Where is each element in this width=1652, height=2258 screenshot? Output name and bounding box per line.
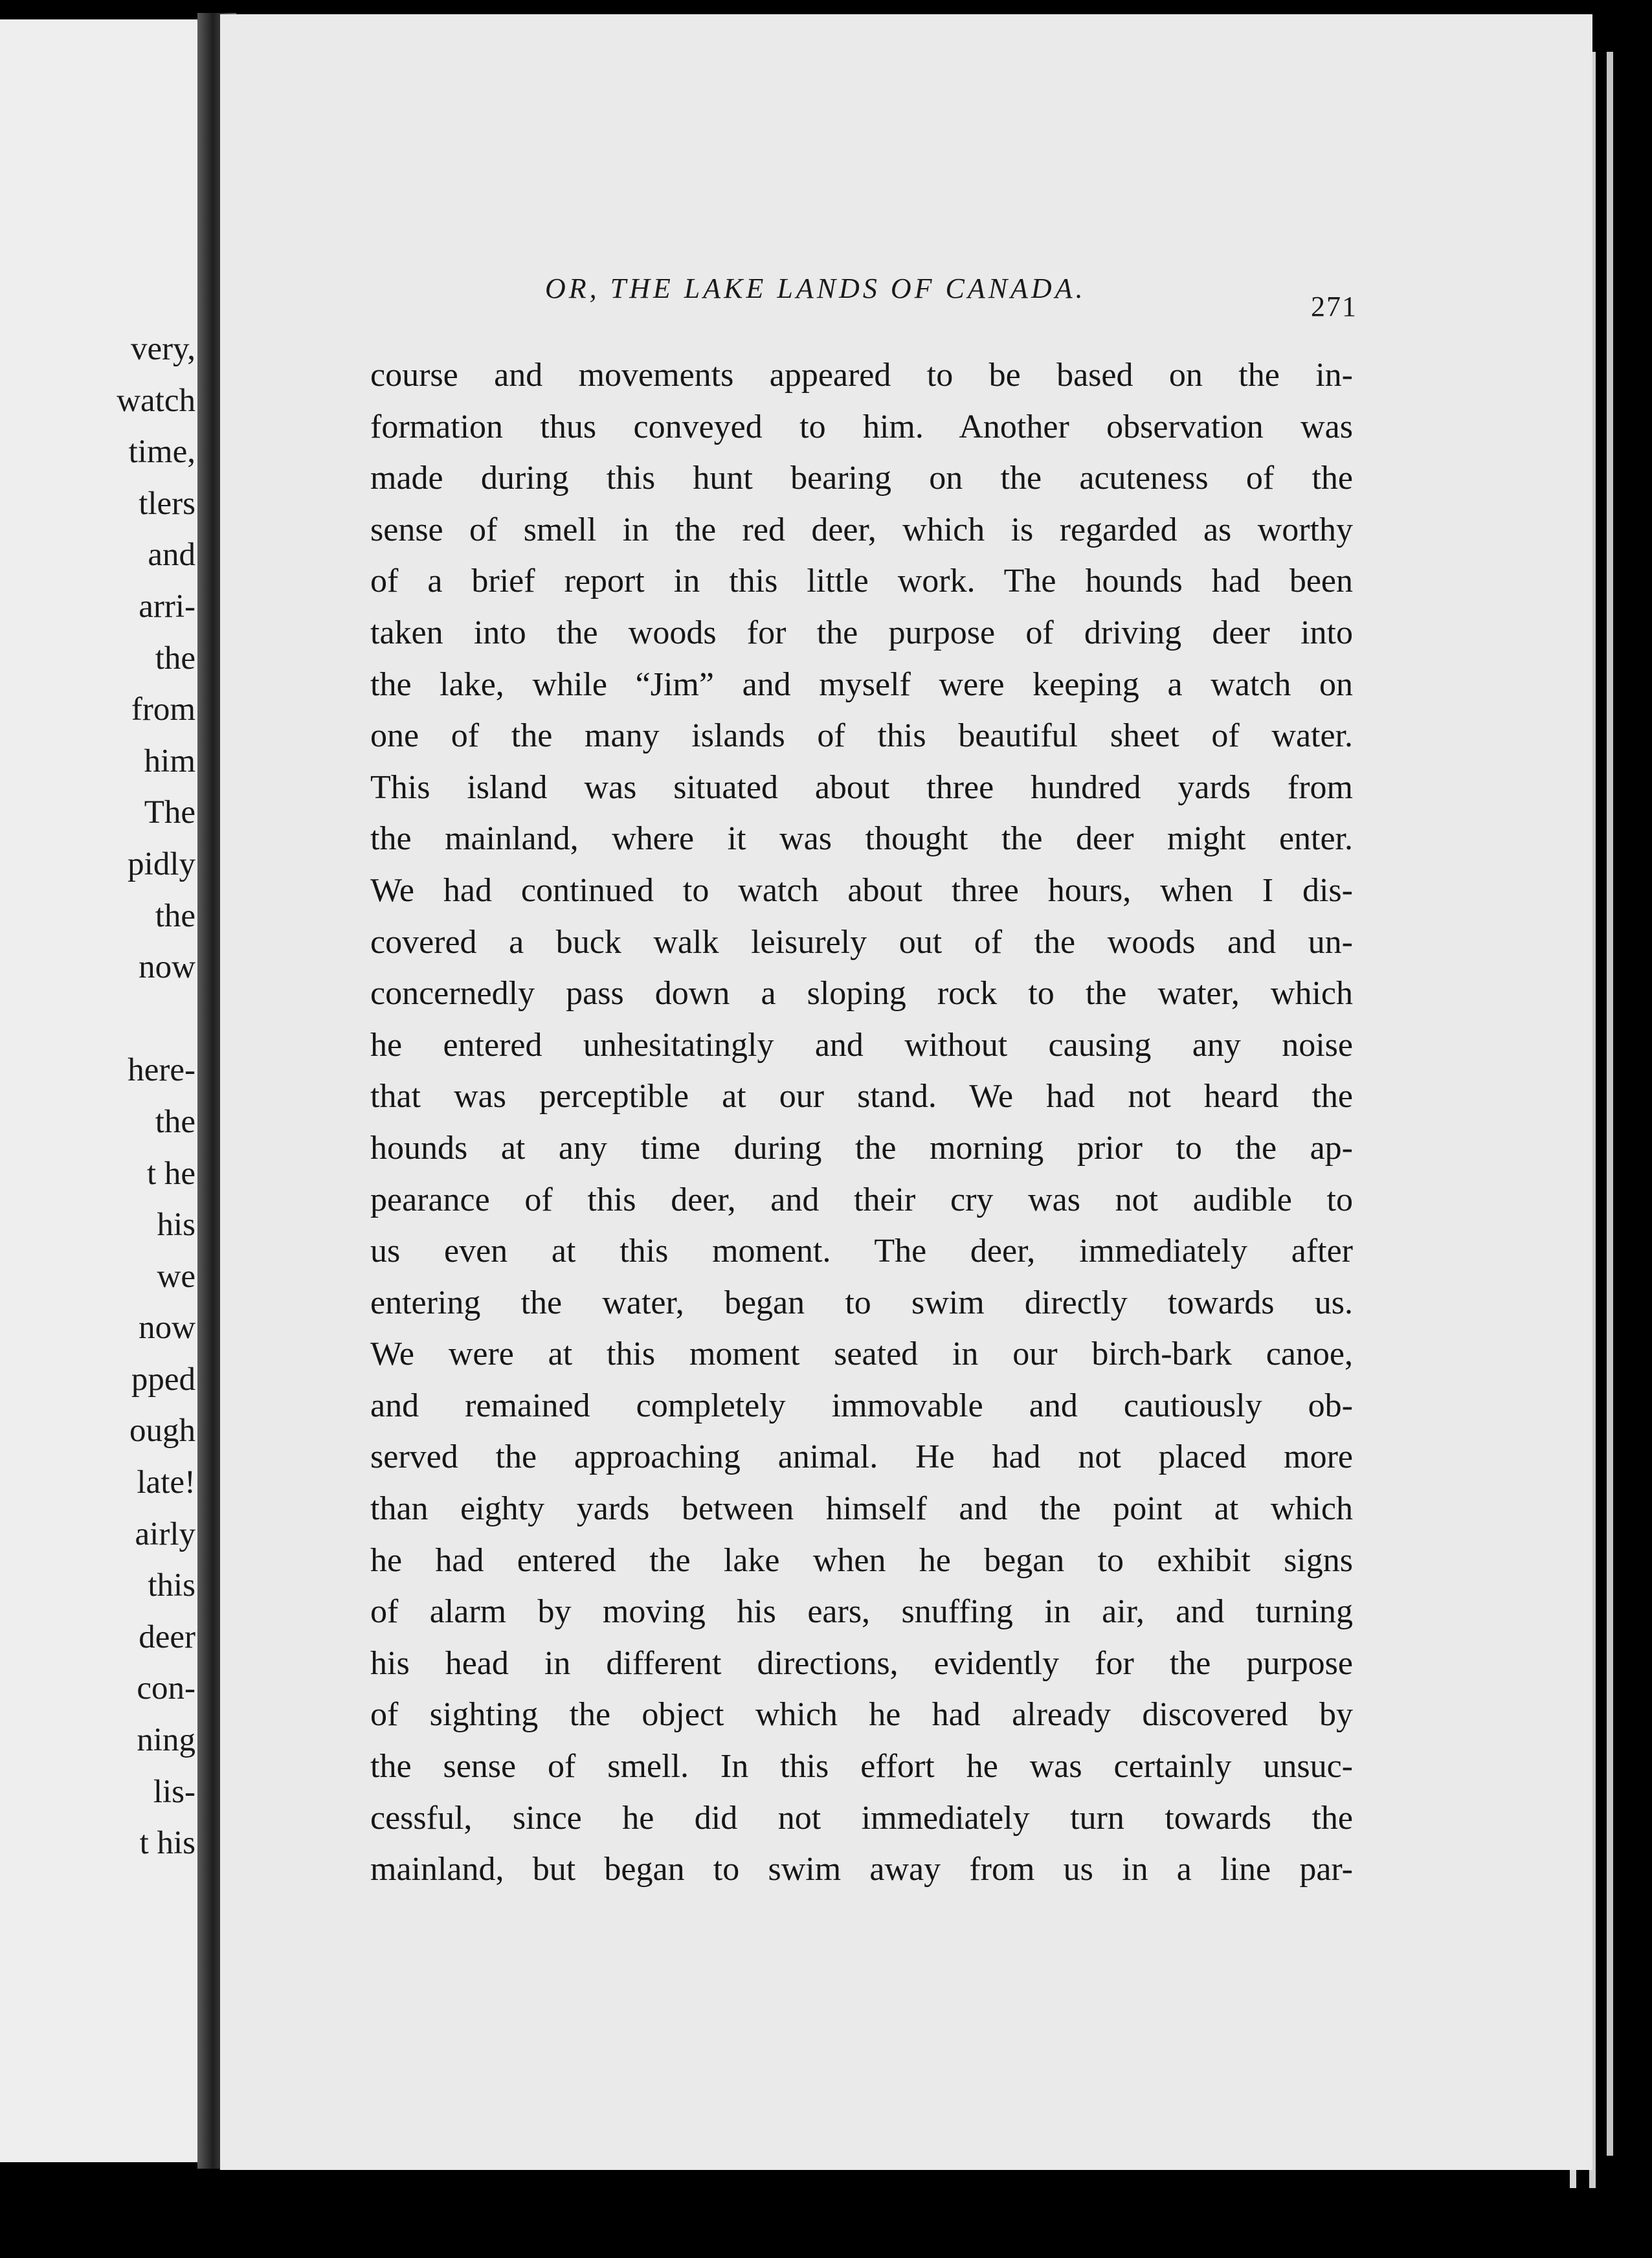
text-line: served the approaching animal. He had not placed more [370, 1438, 1353, 1476]
left-page-line-fragment: watch [117, 382, 195, 419]
left-page-line-fragment: and [148, 537, 195, 574]
left-facing-page [0, 19, 207, 2162]
text-line: he entered unhesitatingly and without causing any noise [370, 1026, 1353, 1064]
text-line: the sense of smell. In this effort he was certainly unsuc- [370, 1748, 1353, 1785]
left-page-line-fragment: now [139, 949, 195, 986]
left-page-line-fragment: ough [129, 1413, 195, 1449]
left-page-line-fragment: we [157, 1258, 195, 1295]
text-line: sense of smell in the red deer, which is regarded as worthy [370, 511, 1353, 548]
page-edge [1607, 52, 1613, 2156]
text-line: made during this hunt bearing on the acuteness of the [370, 460, 1353, 497]
text-line: that was perceptible at our stand. We had not heard the [370, 1078, 1353, 1115]
text-line: of sighting the object which he had already discovered by [370, 1696, 1353, 1734]
left-page-line-fragment: pped [131, 1361, 195, 1398]
right-page [220, 14, 1592, 2170]
text-line: formation thus conveyed to him. Another observation was [370, 408, 1353, 445]
left-page-line-fragment: lis- [153, 1773, 195, 1810]
running-head: OR, THE LAKE LANDS OF CANADA. [545, 273, 1086, 304]
text-line: This island was situated about three hundred yards from [370, 768, 1353, 806]
left-page-line-fragment: airly [135, 1515, 195, 1552]
text-line: covered a buck walk leisurely out of the woods and un- [370, 923, 1353, 961]
text-line: hounds at any time during the morning prior to the ap- [370, 1129, 1353, 1167]
page-header [220, 272, 1592, 324]
left-page-line-ends [1, 324, 195, 1870]
text-line: he had entered the lake when he began to exhibit signs [370, 1541, 1353, 1579]
text-line: cessful, since he did not immediately turn towards the [370, 1799, 1353, 1837]
text-line: mainland, but began to swim away from us in a line par- [370, 1851, 1353, 1888]
left-page-line-fragment: deer [139, 1618, 195, 1655]
text-line: his head in different directions, evidently for the purpose [370, 1644, 1353, 1682]
left-page-line-fragment [1, 994, 195, 1045]
left-page-line-fragment: from [131, 691, 195, 728]
text-line: course and movements appeared to be based on the in- [370, 357, 1353, 394]
text-line: and remained completely immovable and cautiously ob- [370, 1387, 1353, 1424]
left-page-line-fragment: now [139, 1310, 195, 1347]
left-page-line-fragment: tlers [139, 485, 195, 522]
text-line: concernedly pass down a sloping rock to the water, which [370, 975, 1353, 1012]
left-page-line-fragment: arri- [139, 588, 195, 625]
text-line: one of the many islands of this beautiful sheet of water. [370, 717, 1353, 755]
text-line: the mainland, where it was thought the deer might enter. [370, 820, 1353, 858]
left-page-line-fragment: the [155, 640, 195, 676]
text-line: We were at this moment seated in our birch-bark canoe, [370, 1336, 1353, 1373]
text-line: pearance of this deer, and their cry was not audible to [370, 1181, 1353, 1218]
text-line: of alarm by moving his ears, snuffing in air, and turning [370, 1593, 1353, 1631]
left-page-line-fragment: the [155, 897, 195, 934]
left-page-line-fragment: his [157, 1207, 195, 1244]
left-page-line-fragment: t his [139, 1825, 195, 1862]
left-page-line-fragment: late! [137, 1464, 195, 1501]
text-line: than eighty yards between himself and the point at which [370, 1490, 1353, 1528]
page-number: 271 [1311, 291, 1357, 322]
left-page-line-fragment: time, [128, 434, 195, 471]
text-line: entering the water, began to swim directly towards us. [370, 1284, 1353, 1321]
text-line: the lake, while “Jim” and myself were keeping a watch on [370, 665, 1353, 703]
left-page-line-fragment: the [155, 1103, 195, 1140]
left-page-line-fragment: pidly [128, 845, 195, 882]
body-text [370, 350, 1353, 1895]
left-page-line-fragment: here- [128, 1052, 195, 1089]
left-page-line-fragment: ning [137, 1722, 195, 1759]
text-line: us even at this moment. The deer, immediately after [370, 1233, 1353, 1270]
left-page-line-fragment: The [144, 794, 195, 831]
left-page-line-fragment: him [144, 743, 195, 779]
text-line: of a brief report in this little work. The hounds had been [370, 563, 1353, 600]
left-page-line-fragment: this [148, 1567, 195, 1604]
text-line: We had continued to watch about three hours, when I dis- [370, 871, 1353, 909]
left-page-line-fragment: con- [137, 1670, 195, 1707]
left-page-line-fragment: very, [130, 331, 195, 367]
text-line: taken into the woods for the purpose of driving deer into [370, 614, 1353, 651]
left-page-line-fragment: t he [146, 1155, 195, 1192]
